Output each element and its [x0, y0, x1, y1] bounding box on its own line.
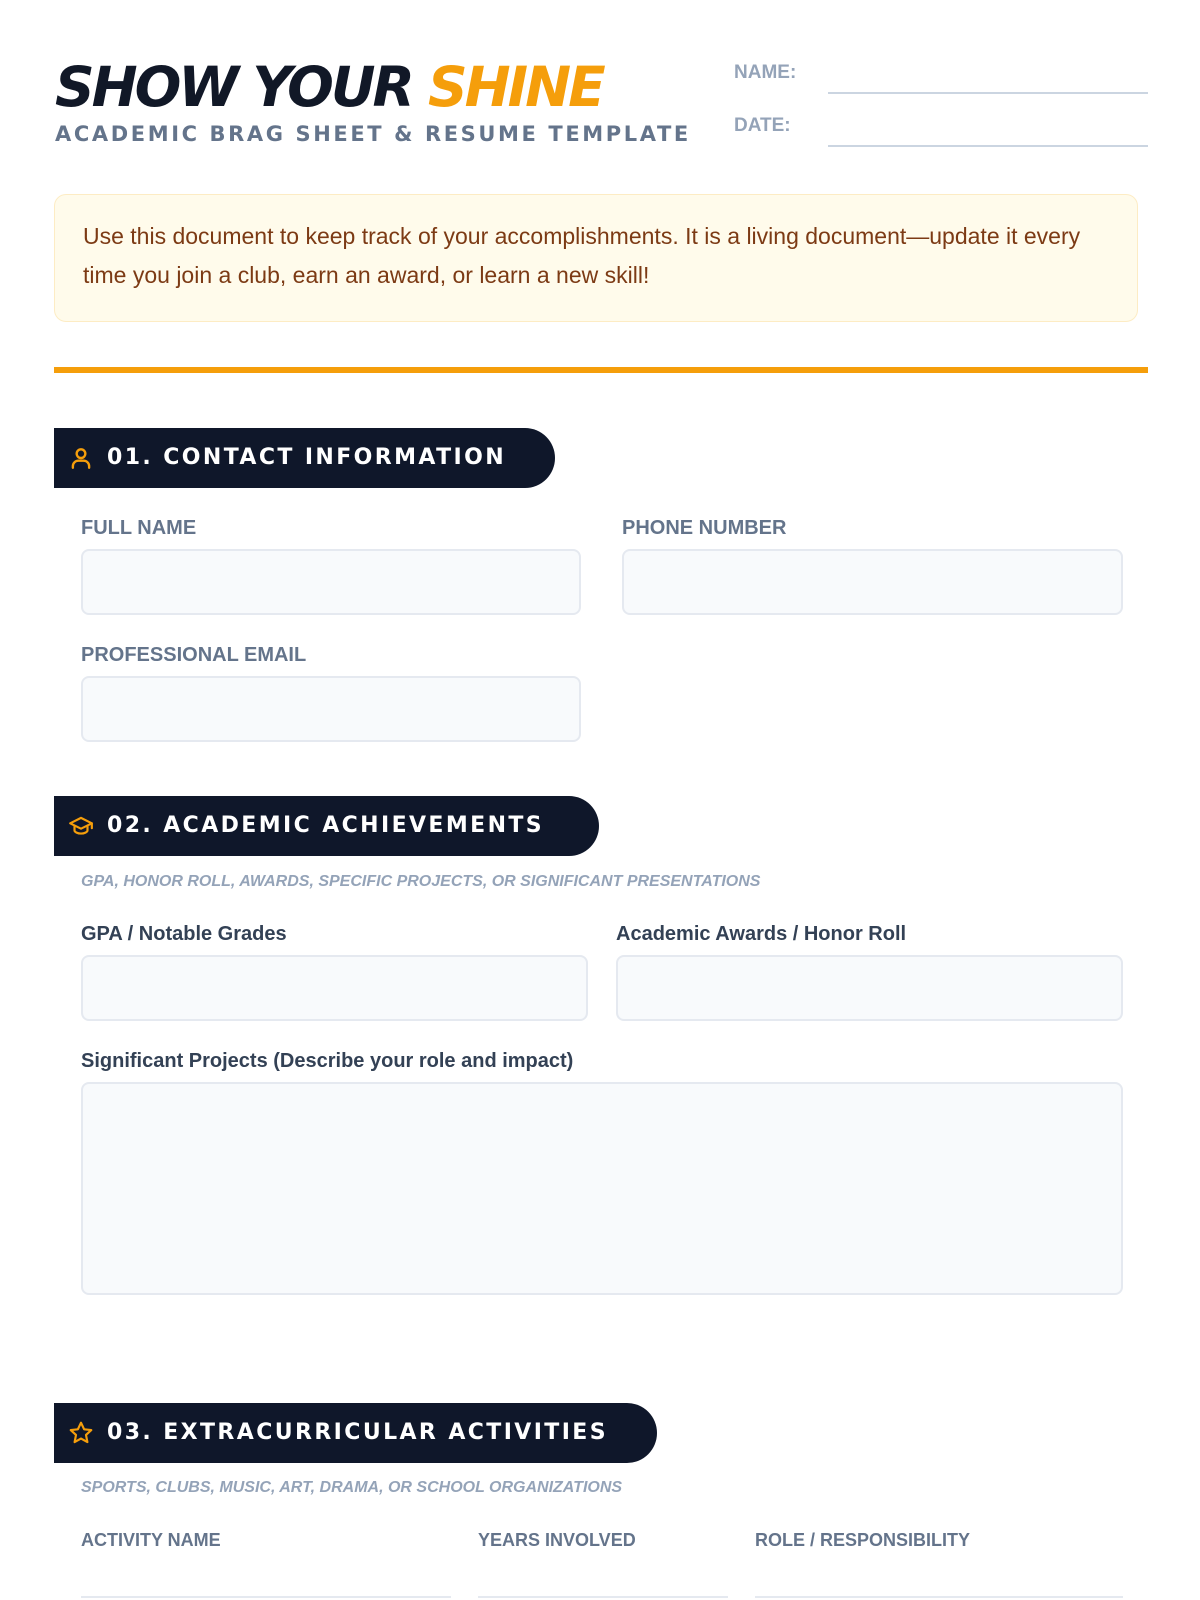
star-icon: [68, 1420, 94, 1446]
header-divider: [54, 367, 1148, 373]
name-label: NAME:: [734, 62, 797, 83]
phone-label: PHONE NUMBER: [622, 517, 787, 539]
email-label: PROFESSIONAL EMAIL: [81, 644, 307, 666]
full-name-label: FULL NAME: [81, 517, 197, 539]
role-header: ROLE / RESPONSIBILITY: [755, 1530, 971, 1550]
extracurricular-section-title: 03. EXTRACURRICULAR ACTIVITIES: [107, 1420, 608, 1445]
date-line[interactable]: [828, 119, 1148, 147]
academic-section-title: 02. ACADEMIC ACHIEVEMENTS: [107, 813, 545, 838]
graduation-cap-icon: [68, 813, 94, 839]
activity-name-header: ACTIVITY NAME: [81, 1530, 221, 1550]
activity-name-line[interactable]: [81, 1596, 451, 1598]
user-icon: [68, 445, 94, 471]
academic-section-header: [54, 796, 599, 856]
role-line[interactable]: [755, 1596, 1123, 1598]
projects-label: Significant Projects (Describe your role and impact): [81, 1050, 574, 1072]
gpa-label: GPA / Notable Grades: [81, 923, 287, 945]
awards-label: Academic Awards / Honor Roll: [616, 923, 907, 945]
title-accent: SHINE: [428, 55, 603, 119]
academic-section-note: GPA, HONOR ROLL, AWARDS, SPECIFIC PROJECTS, OR SIGNIFICANT PRESENTATIONS: [81, 873, 761, 890]
years-involved-line[interactable]: [478, 1596, 728, 1598]
full-name-input[interactable]: [81, 549, 581, 615]
extracurricular-section-note: SPORTS, CLUBS, MUSIC, ART, DRAMA, OR SCHOOL ORGANIZATIONS: [81, 1479, 623, 1496]
page-subtitle: ACADEMIC BRAG SHEET & RESUME TEMPLATE: [55, 122, 691, 146]
contact-section-header: [54, 428, 555, 488]
years-involved-header: YEARS INVOLVED: [478, 1530, 636, 1550]
phone-input[interactable]: [622, 549, 1123, 615]
projects-textarea[interactable]: [81, 1082, 1123, 1295]
intro-callout: [54, 194, 1138, 322]
date-label: DATE:: [734, 115, 791, 136]
extracurricular-section-header: [54, 1403, 657, 1463]
name-line[interactable]: [828, 66, 1148, 94]
title-main: SHOW YOUR: [55, 55, 412, 119]
contact-section-title: 01. CONTACT INFORMATION: [107, 445, 507, 470]
awards-input[interactable]: [616, 955, 1123, 1021]
page-title: [55, 56, 603, 118]
intro-text: Use this document to keep track of your accomplishments. It is a living document—update it every time you join a club, earn an award, or learn a new skill!: [83, 223, 1081, 288]
email-input[interactable]: [81, 676, 581, 742]
gpa-input[interactable]: [81, 955, 588, 1021]
